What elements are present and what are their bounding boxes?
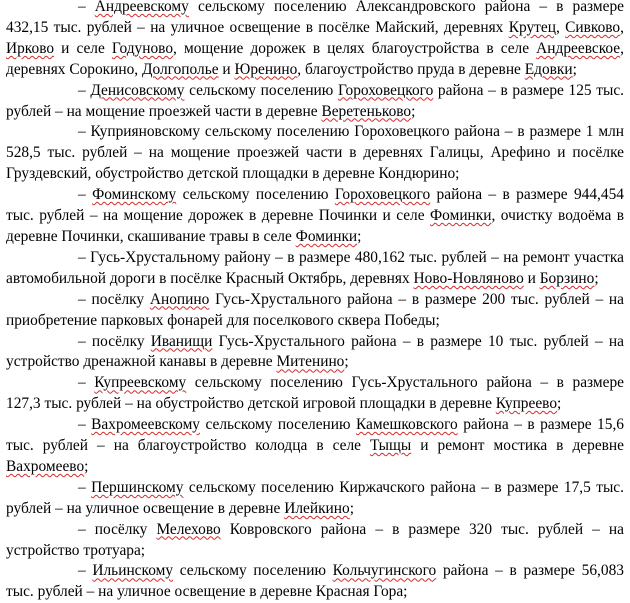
text-run: Ковровского района – в размере 320 тыс. рублей – на устройство тротуара; [6,520,624,559]
spellcheck-flagged-word: Вахромеевскому [91,416,201,434]
text-run: ; [594,269,599,287]
text-run: ; [557,395,562,413]
spellcheck-flagged-word: Ирково [6,39,55,57]
spellcheck-flagged-word: Крутец [508,18,556,36]
text-run: – [78,416,92,434]
text-run: ; [344,353,349,371]
text-run: , мощение дорожек в целях благоустройства в селе [173,39,537,57]
text-run: – [78,374,95,392]
text-run: сельскому поселению Киржачского района – в размере 17,5 тыс. рублей – на уличное освещение в деревне [6,478,624,517]
text-run: и [218,60,235,78]
text-run: ; [349,499,354,517]
text-run: , деревнях Сорокино, [6,39,624,78]
spellcheck-flagged-word: Митенино [276,353,345,371]
text-run: района – в размере 125 тыс. рублей – на мощение проезжей части в деревне [6,81,625,120]
text-run: , [555,18,566,36]
text-run: – [78,478,92,496]
paragraph [6,332,624,374]
spellcheck-flagged-word: Камешковского [356,416,458,434]
text-run: ; [411,102,416,120]
paragraph [6,0,624,81]
text-run: ; [572,60,577,78]
text-run: – [78,0,95,15]
spellcheck-flagged-word: Долгополье [142,60,219,78]
spellcheck-flagged-word: Гороховецкого [337,81,434,99]
spellcheck-flagged-word: Фоминки [295,227,358,245]
spellcheck-flagged-word: Гороховецкого [334,186,431,204]
paragraph [6,248,624,290]
text-run: ; [357,227,362,245]
spellcheck-flagged-word: Ново-Новляново [413,269,524,287]
text-run: – Гусь-Хрустальному району – в размере 480,162 тыс. рублей – на ремонт участка автомобильной дороги в посёлке Красный Октябрь, деревнях [6,248,624,287]
spellcheck-flagged-word: Илейкино [284,499,350,517]
paragraph [6,561,624,603]
text-run: – посёлку [78,290,150,308]
spellcheck-flagged-word: Борзино [539,269,595,287]
text-run: , очистку водоёма в деревне Починки, скашивание травы в селе [6,207,624,245]
text-run: и селе [54,39,112,57]
text-run: – [78,562,93,580]
spellcheck-flagged-word: Андреевское [536,39,621,57]
spellcheck-flagged-word: Ильинскому [92,562,174,580]
spellcheck-flagged-word: Иванищи [150,332,213,350]
text-run: района – в размере 944,454 тыс. рублей – на мощение дорожек в деревне Починки и селе [6,186,624,225]
document-body [6,0,624,603]
spellcheck-flagged-word: Купреево [495,395,558,413]
text-run: сельскому поселению [184,81,338,99]
spellcheck-flagged-word: Денисовскому [90,81,185,99]
spellcheck-flagged-word: Юренино [234,60,298,78]
spellcheck-flagged-word: Першинскому [91,478,184,496]
spellcheck-flagged-word: Фоминки [430,207,492,225]
spellcheck-flagged-word: Купреевскому [94,374,187,392]
paragraph [6,81,624,123]
text-run: района – в размере 15,6 тыс. рублей – на благоустройство колодца в селе [6,416,624,455]
text-run: – Куприяновскому сельскому поселению Гороховецкого района – в размере 1 млн 528,5 тыс. рублей – на мощение проезжей части в деревнях Галицы, Арефино и посёлке Груздевский, обустройство детской площадки в деревне Кондюрино; [6,123,624,183]
paragraph [6,185,624,248]
spellcheck-flagged-word: Кольчугинского [332,562,437,580]
text-run: ; [84,457,89,475]
text-run: – посёлку [78,520,157,538]
text-run: и [523,269,540,287]
paragraph [6,373,624,415]
text-run: сельскому поселению Гусь-Хрустального района – в размере 127,3 тыс. рублей – на обустройство детской игровой площадки в деревне [6,374,625,413]
spellcheck-flagged-word: Сивково [565,18,621,36]
text-run: , благоустройство пруда в деревне [297,60,525,78]
spellcheck-flagged-word: Тыщы [370,437,412,455]
paragraph [6,290,624,332]
text-run: – [78,81,91,99]
paragraph [6,478,624,520]
text-run: , [620,18,624,36]
spellcheck-flagged-word: Анопино [149,290,210,308]
text-run: сельскому поселению [176,186,335,204]
spellcheck-flagged-word: Едовки [524,60,573,78]
spellcheck-flagged-word: Веретеньково [321,102,412,120]
paragraph [6,415,624,478]
text-run: – посёлку [78,332,151,350]
spellcheck-flagged-word: Вахромеево [6,457,85,475]
text-run: Гусь-Хрустального района – в размере 10 тыс. рублей – на устройство дренажной канавы в деревне [6,332,624,371]
text-run: Гусь-Хрустального района – в размере 200 тыс. рублей – на приобретение парковых фонарей для поселкового сквера Победы; [6,290,624,329]
spellcheck-flagged-word: Мелехово [156,520,221,538]
paragraph [6,122,624,185]
spellcheck-flagged-word: Фоминскому [92,186,177,204]
text-run: и ремонт мостика в деревне [411,437,625,455]
text-run: сельскому поселению Александровского района – в размере 432,15 тыс. рублей – на уличное освещение в посёлке Майский, деревнях [6,0,624,36]
text-run: сельскому поселению [173,562,333,580]
spellcheck-flagged-word: Андреевскому [94,0,189,15]
spellcheck-flagged-word: Годуново [111,39,174,57]
text-run: сельскому поселению [200,416,356,434]
text-run: района – в размере 56,083 тыс. рублей – на уличное освещение в деревне Красная Гора; [6,562,624,601]
text-run: – [78,186,93,204]
paragraph [6,520,624,562]
